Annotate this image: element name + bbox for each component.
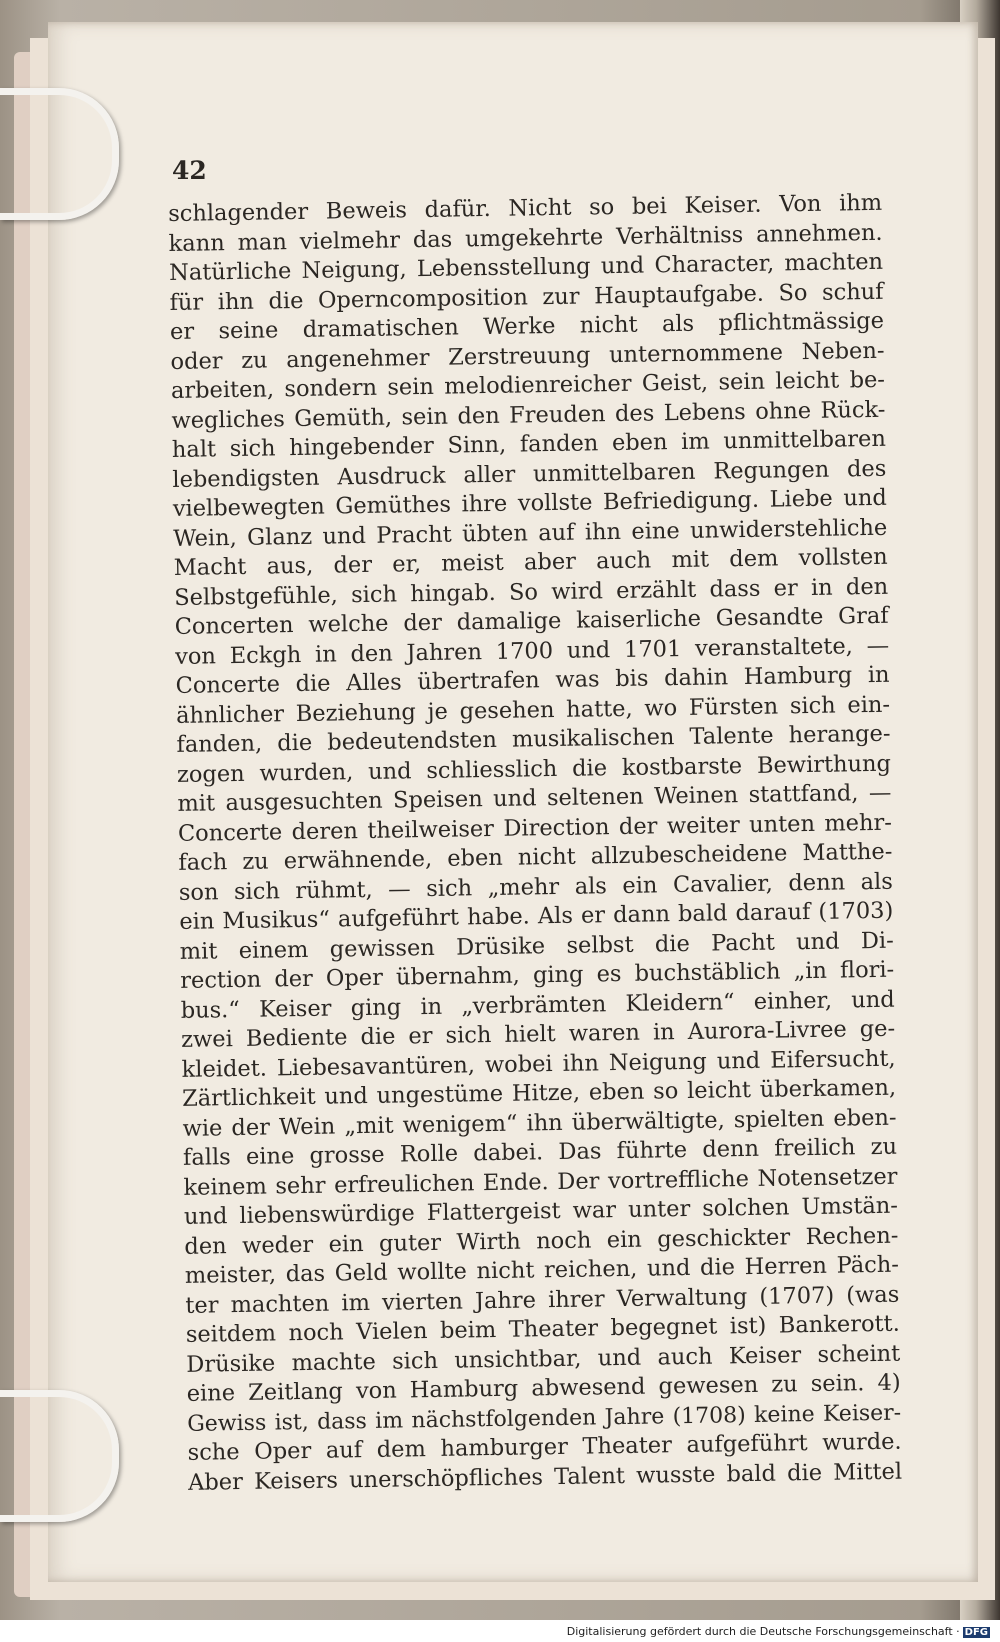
text-line: Concerten welche der damalige kaiserliche Gesandte Graf [174, 602, 889, 640]
text-line: fanden, die bedeutendsten musikalischen Talente herange- [176, 720, 891, 758]
text-line: lebendigsten Ausdruck aller unmittelbaren Regungen des [172, 455, 887, 493]
text-line: den weder ein guter Wirth noch ein geschickter Rechen- [184, 1222, 899, 1260]
text-line: ter machten im vierten Jahre ihrer Verwaltung (1707) (was [185, 1281, 900, 1319]
page-clip-top [0, 88, 119, 220]
text-line: meister, das Geld wollte nicht reichen, und die Herren Päch- [184, 1251, 900, 1289]
digitization-credit [567, 1625, 990, 1638]
text-line: sche Oper auf dem hamburger Theater aufgeführt wurde. [187, 1428, 902, 1466]
text-line: wegliches Gemüth, sein den Freuden des Lebens ohne Rück- [171, 396, 886, 434]
text-line: kleidet. Liebesavantüren, wobei ihn Neigung und Eifersucht, [181, 1045, 896, 1083]
text-line: schlagender Beweis dafür. Nicht so bei Keiser. Von ihm [168, 189, 883, 227]
text-line: kann man vielmehr das umgekehrte Verhältniss annehmen. [168, 219, 883, 257]
text-line: und liebenswürdige Flattergeist war unter solchen Umstän- [183, 1192, 899, 1230]
text-line: Gewiss ist, dass im nächstfolgenden Jahre (1708) keine Keiser- [187, 1400, 902, 1437]
text-line: falls eine grosse Rolle dabei. Das führte denn freilich zu [182, 1133, 898, 1171]
dfg-logo: DFG [964, 1627, 988, 1638]
text-line: zogen wurden, und schliesslich die kostbarste Bewirthung [176, 750, 892, 788]
text-line: Macht aus, der er, meist aber auch mit dem vollsten [173, 543, 888, 581]
text-line: von Eckgh in den Jahren 1700 und 1701 veranstaltete, — [174, 632, 890, 670]
credit-text: Digitalisierung gefördert durch die Deutsche Forschungsgemeinschaft · [566, 1625, 960, 1638]
text-line: er seine dramatischen Werke nicht als pflichtmässige [169, 307, 885, 345]
text-line: ein Musikus“ aufgeführt habe. Als er dann bald darauf (1703) [179, 897, 894, 935]
text-line: Concerte die Alles übertrafen was bis dahin Hamburg in [175, 661, 890, 699]
text-line: Natürliche Neigung, Lebensstellung und Character, machten [168, 248, 884, 286]
text-line: Concerte deren theilweiser Direction der weiter unten mehr- [177, 809, 893, 847]
text-line: seitdem noch Vielen beim Theater begegnet ist) Bankerott. [185, 1310, 900, 1348]
text-line: keinem sehr erfreulichen Ende. Der vortreffliche Notensetzer [183, 1163, 898, 1201]
text-line: wie der Wein „mit wenigem“ ihn überwältigte, spielten eben- [182, 1104, 897, 1142]
text-line: son sich rühmt, — sich „mehr als ein Cavalier, denn als [178, 868, 893, 906]
text-line: Selbstgefühle, sich hingab. So wird erzählt dass er in den [174, 573, 889, 611]
text-line: oder zu angenehmer Zerstreuung unternommene Neben- [170, 337, 885, 375]
text-line: mit ausgesuchten Speisen und seltenen Weinen stattfand, — [177, 779, 892, 817]
text-line: fach zu erwähnende, eben nicht allzubescheidene Matthe- [178, 838, 893, 876]
text-line: Wein, Glanz und Pracht übten auf ihn eine unwiderstehliche [173, 514, 888, 552]
text-line: Zärtlichkeit und ungestüme Hitze, eben so leicht überkamen, [181, 1074, 897, 1112]
text-line: halt sich hingebender Sinn, fanden eben im unmittelbaren [171, 425, 887, 463]
text-line: Drüsike machte sich unsichtbar, und auch Keiser scheint [186, 1340, 901, 1378]
text-line: Aber Keisers unerschöpfliches Talent wusste bald die Mittel [187, 1458, 903, 1496]
text-line: eine Zeitlang von Hamburg abwesend gewesen zu sein. 4) [186, 1369, 901, 1407]
text-line: ähnlicher Beziehung je gesehen hatte, wo Fürsten sich ein- [175, 691, 891, 729]
text-line: zwei Bediente die er sich hielt waren in Aurora-Livree ge- [180, 1015, 896, 1053]
text-line: für ihn die Operncomposition zur Hauptaufgabe. So schuf [169, 278, 884, 316]
page-number: 42 [172, 156, 207, 185]
page-clip-bottom [0, 1390, 119, 1522]
text-line: arbeiten, sondern sein melodienreicher Geist, sein leicht be- [170, 366, 886, 404]
text-line: rection der Oper übernahm, ging es buchstäblich „in flori- [180, 956, 895, 994]
text-line: bus.“ Keiser ging in „verbrämten Kleidern“ einher, und [180, 986, 895, 1024]
text-line: mit einem gewissen Drüsike selbst die Pacht und Di- [179, 927, 894, 965]
body-text [168, 189, 902, 1498]
text-line: vielbewegten Gemüthes ihre vollste Befriedigung. Liebe und [172, 484, 887, 522]
